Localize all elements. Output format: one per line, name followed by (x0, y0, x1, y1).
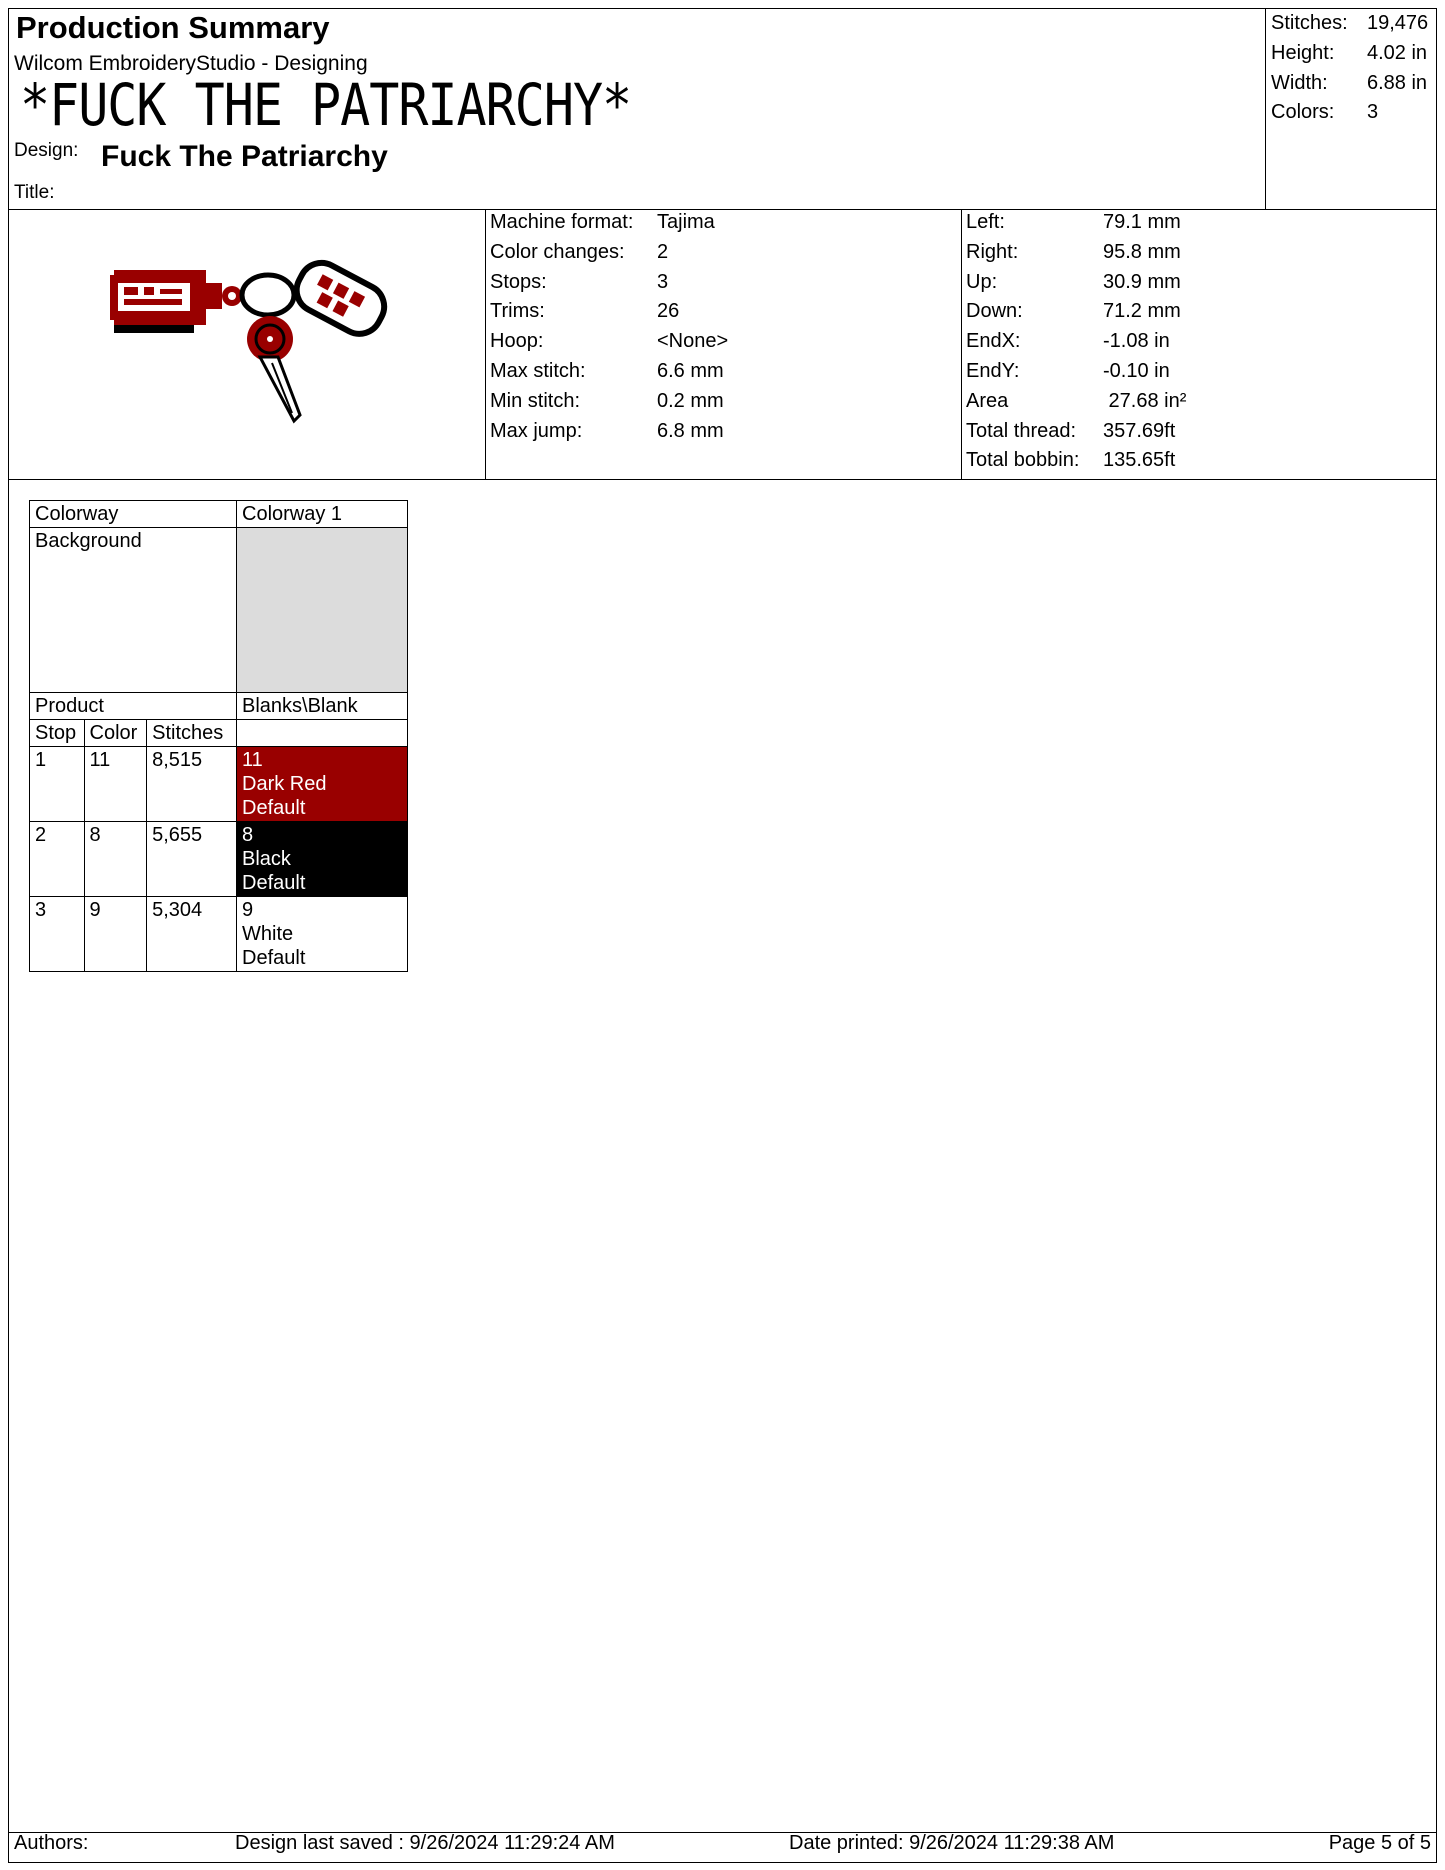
product-label: Product (30, 693, 237, 720)
colorway-label: Colorway (30, 501, 237, 528)
summary-row: Width: 6.88 in (1271, 71, 1428, 94)
machine-row: Stops: 3 (490, 270, 669, 293)
stop-cell: 2 (30, 822, 85, 897)
stop-cell: 1 (30, 747, 85, 822)
footer-page-number: Page 5 of 5 (1328, 1832, 1431, 1854)
table-row (30, 747, 408, 822)
extents-row: Total thread: 357.69ft (966, 419, 1176, 442)
design-label: Design: (14, 140, 79, 161)
color-cell: 9 (84, 897, 147, 972)
extents-row: Up: 30.9 mm (966, 270, 1181, 293)
thread-swatch-black: 8 Black Default (237, 822, 408, 897)
stitches-cell: 5,655 (147, 822, 237, 897)
background-row (30, 528, 408, 693)
colorway-value: Colorway 1 (237, 501, 408, 528)
extents-row: EndX: -1.08 in (966, 330, 1170, 353)
column-stop: Stop (30, 720, 85, 747)
design-banner-text: *FUCK THE PATRIARCHY* (20, 72, 632, 139)
extents-row: Left: 79.1 mm (966, 211, 1181, 233)
extents-row: EndY: -0.10 in (966, 359, 1170, 382)
title-label: Title: (14, 182, 55, 203)
stop-cell: 3 (30, 897, 85, 972)
thread-swatch-white: 9 White Default (237, 897, 408, 972)
footer-rule (8, 1832, 1437, 1833)
column-header-row (30, 720, 408, 747)
background-swatch (237, 528, 408, 693)
car-key-fob-artwork (110, 255, 392, 421)
design-preview-image (100, 255, 400, 430)
stitches-cell: 8,515 (147, 747, 237, 822)
background-label: Background (30, 528, 237, 693)
info-divider-1 (485, 209, 486, 479)
machine-row: Trims: 26 (490, 300, 680, 323)
machine-info (490, 208, 728, 446)
summary-row: Height: 4.02 in (1271, 41, 1428, 64)
product-row (30, 693, 408, 720)
machine-row: Machine format: Tajima (490, 211, 715, 233)
column-color: Color (84, 720, 147, 747)
software-name: Wilcom EmbroideryStudio - Designing (14, 52, 368, 75)
table-row (30, 822, 408, 897)
column-stitches: Stitches (147, 720, 237, 747)
report-title: Production Summary (16, 10, 330, 45)
extents-row: Total bobbin: 135.65ft (966, 449, 1176, 472)
info-bottom-rule (8, 479, 1437, 480)
info-divider-2 (961, 209, 962, 479)
machine-row: Min stitch: 0.2 mm (490, 389, 724, 412)
color-cell: 11 (84, 747, 147, 822)
design-name: Fuck The Patriarchy (101, 140, 388, 173)
extents-row: Right: 95.8 mm (966, 240, 1181, 263)
color-cell: 8 (84, 822, 147, 897)
thread-swatch-dark-red: 11 Dark Red Default (237, 747, 408, 822)
summary-row: Colors: 3 (1271, 101, 1379, 124)
machine-row: Color changes: 2 (490, 240, 669, 263)
stitches-cell: 5,304 (147, 897, 237, 972)
footer-authors: Authors: (14, 1832, 89, 1854)
extents-info (966, 208, 1186, 476)
table-row (30, 897, 408, 972)
machine-row: Max jump: 6.8 mm (490, 419, 724, 442)
extents-row: Down: 71.2 mm (966, 300, 1181, 323)
summary-box (1271, 9, 1428, 128)
colorway-header-row (30, 501, 408, 528)
column-thread (237, 720, 408, 747)
machine-row: Max stitch: 6.6 mm (490, 359, 724, 382)
summary-row: Stitches: 19,476 (1271, 12, 1429, 34)
footer-last-saved: Design last saved : 9/26/2024 11:29:24 AM (235, 1832, 615, 1854)
colorway-table (29, 500, 408, 972)
footer-date-printed: Date printed: 9/26/2024 11:29:38 AM (789, 1832, 1115, 1854)
extents-row: Area 27.68 in² (966, 389, 1187, 412)
header-divider (1265, 8, 1266, 209)
product-value: Blanks\Blank (237, 693, 408, 720)
machine-row: Hoop: <None> (490, 330, 729, 353)
